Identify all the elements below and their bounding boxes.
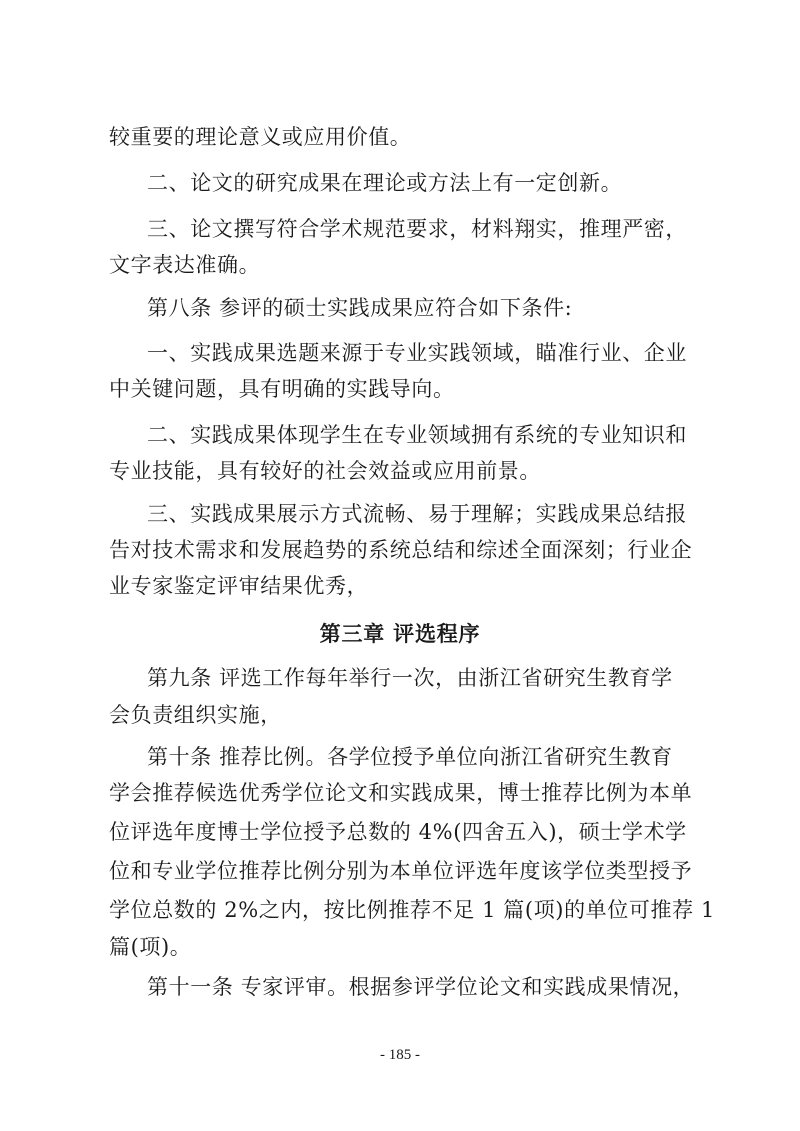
paragraph-line: 第十一条 专家评审。根据参评学位论文和实践成果情况， — [147, 975, 695, 999]
paragraph-line: 第九条 评选工作每年举行一次，由浙江省研究生教育学 — [147, 666, 673, 690]
paragraph-line: 文字表达准确。 — [109, 253, 261, 277]
paragraph-line: 较重要的理论意义或应用价值。 — [109, 125, 412, 149]
paragraph-line: 学位总数的 2%之内，按比例推荐不足 1 篇(项)的单位可推荐 1 — [109, 898, 715, 922]
paragraph-line: 三、论文撰写符合学术规范要求，材料翔实，推理严密， — [147, 217, 687, 241]
paragraph-line: 中关键问题，具有明确的实践导向。 — [109, 377, 455, 401]
article-heading-line: 第八条 参评的硕士实践成果应符合如下条件: — [147, 296, 573, 320]
paragraph-line: 二、论文的研究成果在理论或方法上有一定创新。 — [147, 171, 623, 195]
paragraph-line: 位和专业学位推荐比例分别为本单位评选年度该学位类型授予 — [109, 859, 693, 883]
paragraph-line: 二、实践成果体现学生在专业领域拥有系统的专业知识和 — [147, 423, 687, 447]
paragraph-line: 专业技能，具有较好的社会效益或应用前景。 — [109, 459, 541, 483]
page-number: - 185 - — [380, 1047, 420, 1063]
paragraph-line: 位评选年度博士学位授予总数的 4%(四舍五入)，硕士学术学 — [109, 820, 687, 844]
paragraph-line: 一、实践成果选题来源于专业实践领域，瞄准行业、企业 — [147, 341, 687, 365]
paragraph-line: 业专家鉴定评审结果优秀， — [109, 574, 369, 598]
paragraph-line: 篇(项)。 — [109, 935, 192, 959]
paragraph-line: 告对技术需求和发展趋势的系统总结和综述全面深刻；行业企 — [109, 538, 693, 562]
paragraph-line: 学会推荐候选优秀学位论文和实践成果，博士推荐比例为本单 — [109, 781, 693, 805]
paragraph-line: 三、实践成果展示方式流畅、易于理解；实践成果总结报 — [147, 502, 687, 526]
paragraph-line: 第十条 推荐比例。各学位授予单位向浙江省研究生教育 — [147, 745, 673, 769]
chapter-title: 第三章 评选程序 — [319, 622, 481, 646]
paragraph-line: 会负责组织实施， — [109, 703, 282, 727]
